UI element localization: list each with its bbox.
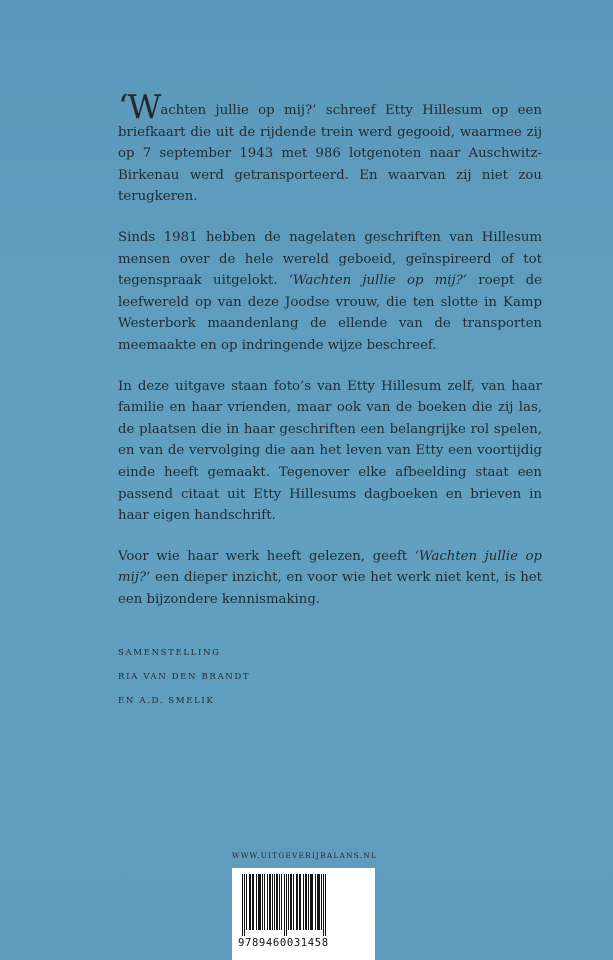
barcode-bar: [244, 874, 245, 936]
blurb-paragraph-4: [118, 546, 542, 611]
credits-editor-1: RIA VAN DEN BRANDT: [118, 672, 251, 682]
barcode-bar: [303, 874, 304, 930]
barcode-bar: [290, 874, 292, 930]
barcode-bar: [262, 874, 263, 930]
paragraph-2-text-a: Sinds 1981 hebben de nagelaten geschriften van Hillesum mensen over de hele wereld geboeid, geïnspireerd of tot tegenspraak uitgelokt.: [118, 229, 542, 289]
paragraph-2-text-b: roept de leefwereld op van deze Joodse vrouw, die ten slotte in Kamp Westerbork maandenlang de ellende van de transporten meemaakte en op indringende wijze beschreef.: [118, 273, 542, 353]
barcode-bar: [325, 874, 326, 936]
blurb-paragraph-1: [118, 87, 542, 208]
barcode-bar: [308, 874, 309, 930]
blurb-paragraph-2: [118, 227, 542, 357]
book-title-italic: ‘Wachten jullie op mij?’: [288, 273, 468, 289]
barcode-bar: [286, 874, 287, 936]
paragraph-1-text: schreef Etty Hillesum op een briefkaart die uit de rijdende trein werd gegooid, waarmee zij op 7 september 1943 met 986 lotgenoten naar Auschwitz-Birkenau werd getransporteerd. En waarvan zij niet zou terugkeren.: [118, 103, 542, 205]
paragraph-3-text: In deze uitgave staan foto’s van Etty Hillesum zelf, van haar familie en haar vrienden, maar ook van de boeken die zij las, de plaatsen die in haar geschriften een belangrijke rol spelen, en van de vervolging die aan het leven van Etty een voortijdig einde heeft gemaakt. Tegenover elke afbeelding staat een passend citaat uit Etty Hillesums dagboeken en brieven in haar eigen handschrift.: [118, 378, 542, 524]
paragraph-4-text-b: een dieper inzicht, en voor wie het werk niet kent, is het een bijzondere kennismaking.: [118, 570, 542, 607]
barcode-bar: [293, 874, 294, 930]
barcode-bar: [299, 874, 301, 930]
book-title-italic: ‘Wachten jullie op mij?’: [118, 548, 542, 586]
barcode-bar: [310, 874, 313, 930]
barcode-bar: [272, 874, 273, 930]
barcode-bar: [315, 874, 316, 930]
barcode-bar: [276, 874, 278, 930]
drop-cap: ‘W: [118, 87, 161, 126]
credits-heading: SAMENSTELLING: [118, 648, 221, 658]
publisher-url: WWW.UITGEVERIJBALANS.NL: [232, 851, 378, 860]
barcode-bar: [281, 874, 282, 930]
compilation-credits: [118, 641, 250, 713]
barcode-bar: [269, 874, 271, 930]
barcode-bar: [323, 874, 324, 936]
barcode-bar: [264, 874, 265, 930]
barcode-bar: [258, 874, 261, 930]
quote-rest: achten jullie op mij?’: [160, 103, 317, 118]
barcode-bar: [284, 874, 285, 936]
barcode-bar: [321, 874, 322, 930]
blurb: [118, 87, 542, 629]
barcode-icon: [240, 874, 367, 936]
barcode-bar: [305, 874, 307, 930]
barcode-bar: [242, 874, 243, 936]
barcode-bar: [288, 874, 289, 930]
barcode-bar: [252, 874, 254, 930]
barcode-bar: [296, 874, 298, 930]
credits-editor-2: EN A.D. SMELIK: [118, 696, 215, 706]
paragraph-4-text-a: Voor wie haar werk heeft gelezen, geeft: [118, 548, 415, 564]
isbn-number: 9789460031458: [238, 937, 329, 949]
barcode-bar: [267, 874, 268, 930]
blurb-paragraph-3: [118, 376, 542, 527]
barcode-bar: [279, 874, 280, 930]
isbn-barcode: [232, 868, 375, 960]
barcode-bar: [256, 874, 257, 930]
barcode-bar: [274, 874, 275, 930]
barcode-bar: [317, 874, 320, 930]
barcode-bar: [249, 874, 251, 930]
barcode-bar: [246, 874, 247, 930]
